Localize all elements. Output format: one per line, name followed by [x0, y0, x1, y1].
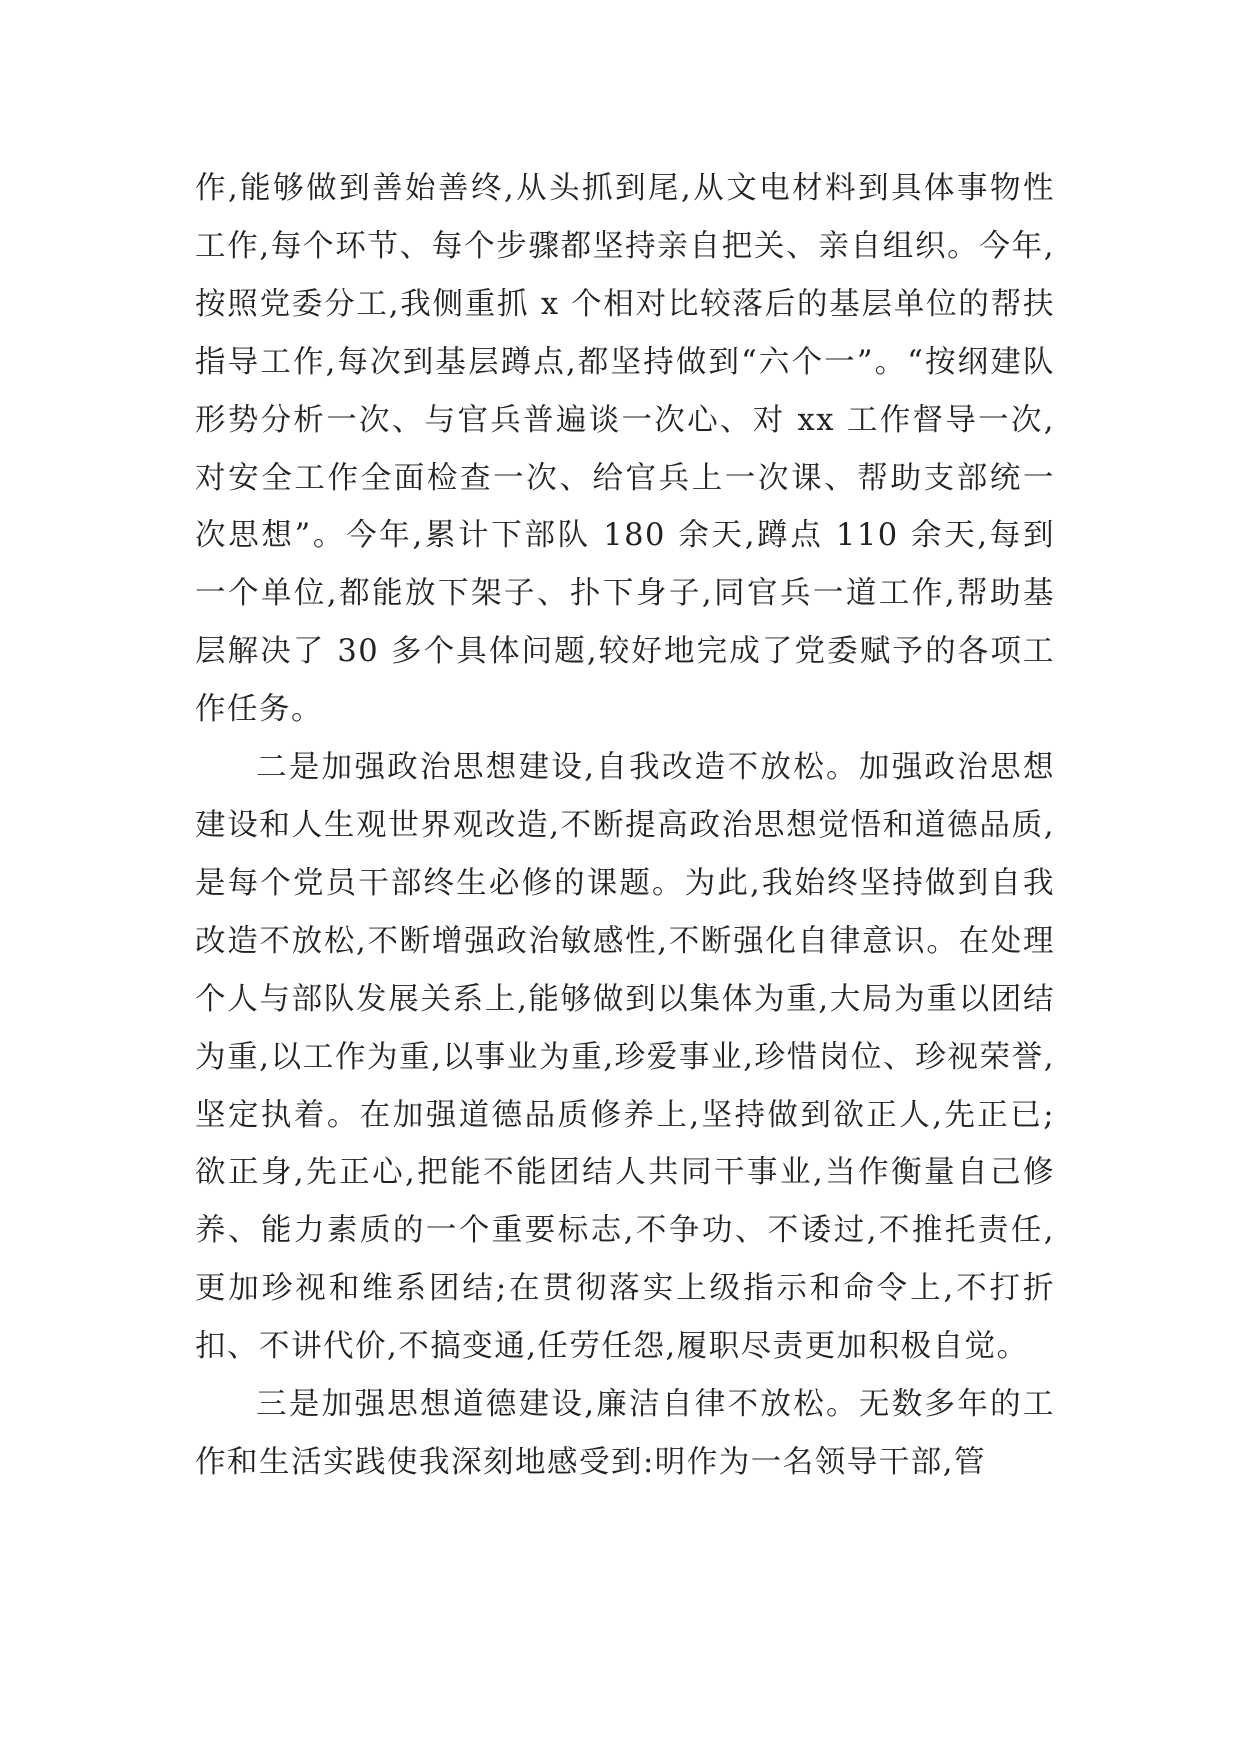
paragraph-moral-integrity: 三是加强思想道德建设,廉洁自律不放松。无数多年的工作和生活实践使我深刻地感受到:明作为一名领导干部,管: [195, 1387, 1055, 1480]
paragraph-political-thought: 二是加强政治思想建设,自我改造不放松。加强政治思想建设和人生观世界观改造,不断提高政治思想觉悟和道德品质,是每个党员干部终生必修的课题。为此,我始终坚持做到自我改造不放松,不断增强政治敏感性,不断强化自律意识。在处理个人与部队发展关系上,能够做到以集体为重,大局为重以团结为重,以工作为重,以事业为重,珍爱事业,珍惜岗位、珍视荣誉,坚定执着。在加强道德品质修养上,坚持做到欲正人,先正已;欲正身,先正心,把能不能团结人共同干事业,当作衡量自己修养、能力素质的一个重要标志,不争功、不诿过,不推托责任,更加珍视和维系团结;在贯彻落实上级指示和命令上,不打折扣、不讲代价,不搞变通,任劳任怨,履职尽责更加积极自觉。: [195, 750, 1055, 1365]
paragraph-continuation: 作,能够做到善始善终,从头抓到尾,从文电材料到具体事物性工作,每个环节、每个步骤都坚持亲自把关、亲自组织。今年,按照党委分工,我侧重抓 x 个相对比较落后的基层单位的帮扶指导工作,每次到基层蹲点,都坚持做到“六个一”。“按纲建队形势分析一次、与官兵普遍谈一次心、对 xx 工作督导一次,对安全工作全面检查一次、给官兵上一次课、帮助支部统一次思想”。今年,累计下部队 180 余天,蹲点 110 余天,每到一个单位,都能放下架子、扑下身子,同官兵一道工作,帮助基层解决了 30 多个具体问题,较好地完成了党委赋予的各项工作任务。: [195, 171, 1055, 728]
document-body: [195, 160, 1055, 1492]
